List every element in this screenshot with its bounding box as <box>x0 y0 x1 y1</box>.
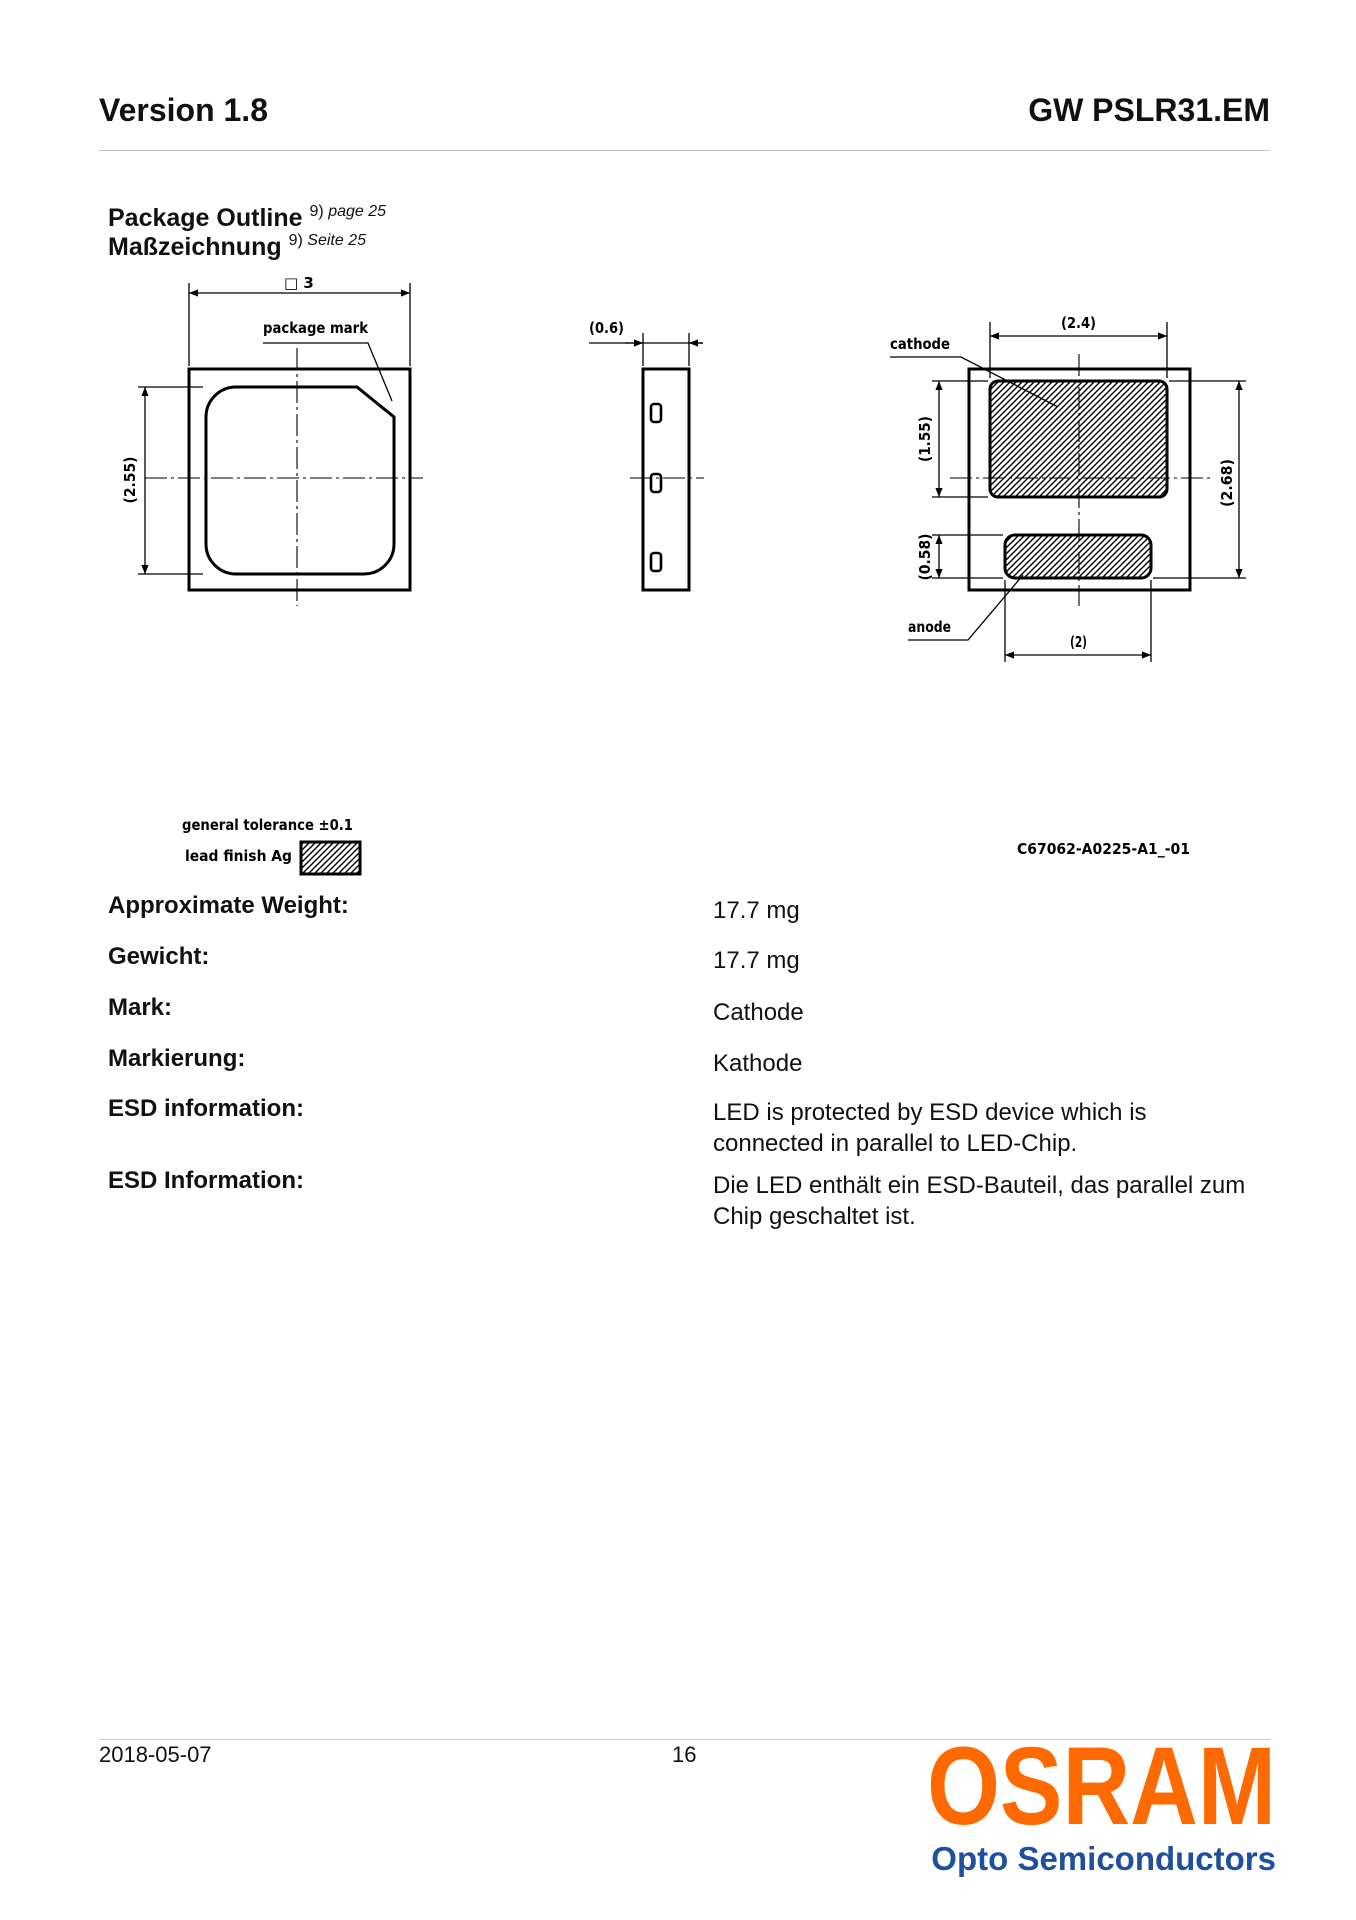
section-title-en-text: Package Outline <box>108 204 303 232</box>
header-divider <box>99 150 1270 151</box>
property-value-gewicht <box>713 945 800 976</box>
osram-logo <box>925 1725 1279 1848</box>
property-value-line: 17.7 mg <box>713 947 800 974</box>
osram-wordmark: OSRAM <box>927 1725 1276 1848</box>
side-contact <box>651 553 661 571</box>
anode-height-label: (0.58) <box>916 529 934 581</box>
drawing-number: C67062-A0225-A1_-01 <box>1017 840 1190 858</box>
property-label-esd-de: ESD Information: <box>108 1167 304 1194</box>
property-value-line: LED is protected by ESD device which is <box>713 1099 1147 1126</box>
bottom-view <box>890 314 1246 662</box>
anode-label: anode <box>908 618 951 636</box>
page-number: 16 <box>672 1742 697 1767</box>
tolerance-note: general tolerance ±0.1 <box>182 816 353 834</box>
top-view <box>121 274 423 606</box>
property-value-line: Kathode <box>713 1050 803 1077</box>
property-value-markierung <box>713 1048 802 1079</box>
property-value-line: Die LED enthält ein ESD-Bauteil, das parallel zum <box>713 1172 1246 1199</box>
property-label-weight: Approximate Weight: <box>108 892 349 919</box>
footnote-ref-en[interactable] <box>310 203 387 220</box>
property-value-line: 17.7 mg <box>713 897 800 924</box>
anode-width-label: (2) <box>1070 633 1087 651</box>
side-contact <box>651 404 661 422</box>
footnote-number: 9) <box>288 232 303 249</box>
footnote-number: 9) <box>309 203 324 220</box>
property-label-markierung: Markierung: <box>108 1045 246 1072</box>
property-value-esd-en <box>713 1097 1147 1159</box>
property-label-mark: Mark: <box>108 994 173 1021</box>
property-value-line: Chip geschaltet ist. <box>713 1203 916 1230</box>
property-value-esd-de <box>713 1170 1245 1232</box>
side-view <box>589 319 704 590</box>
cathode-width-label: (2.4) <box>1061 314 1096 332</box>
footnote-page-link[interactable]: Seite 25 <box>307 232 367 249</box>
property-label-gewicht: Gewicht: <box>108 943 210 970</box>
property-label-esd-en: ESD information: <box>108 1095 304 1122</box>
lead-finish-hatch-swatch <box>301 842 360 874</box>
footer-date: 2018-05-07 <box>99 1742 212 1767</box>
lens-outline <box>206 387 394 574</box>
height-dimension-label: (2.55) <box>121 452 139 504</box>
overall-height-label: (2.68) <box>1218 456 1236 507</box>
drawing-notes <box>182 816 1190 874</box>
anode-pad <box>1005 535 1151 578</box>
package-mark-label: package mark <box>263 319 369 337</box>
footnote-ref-de[interactable] <box>289 232 366 249</box>
property-value-line: connected in parallel to LED-Chip. <box>713 1130 1078 1157</box>
lead-finish-note: lead finish Ag <box>185 847 292 865</box>
size-dimension-label: □ 3 <box>284 274 314 292</box>
package-outline-drawing <box>0 260 1356 880</box>
side-contact <box>651 474 661 492</box>
division-name: Opto Semiconductors <box>931 1840 1276 1877</box>
footnote-page-link[interactable]: page 25 <box>328 203 387 220</box>
property-value-weight <box>713 895 800 926</box>
property-value-mark <box>713 997 804 1028</box>
document-version: Version 1.8 <box>99 92 268 128</box>
package-mark-leader <box>263 343 392 401</box>
product-name: GW PSLR31.EM <box>1028 92 1270 128</box>
cathode-label: cathode <box>890 335 950 353</box>
section-title-de-text: Maßzeichnung <box>108 233 282 261</box>
thickness-dimension-label: (0.6) <box>589 319 624 337</box>
cathode-height-label: (1.55) <box>916 411 934 462</box>
property-value-line: Cathode <box>713 999 804 1026</box>
